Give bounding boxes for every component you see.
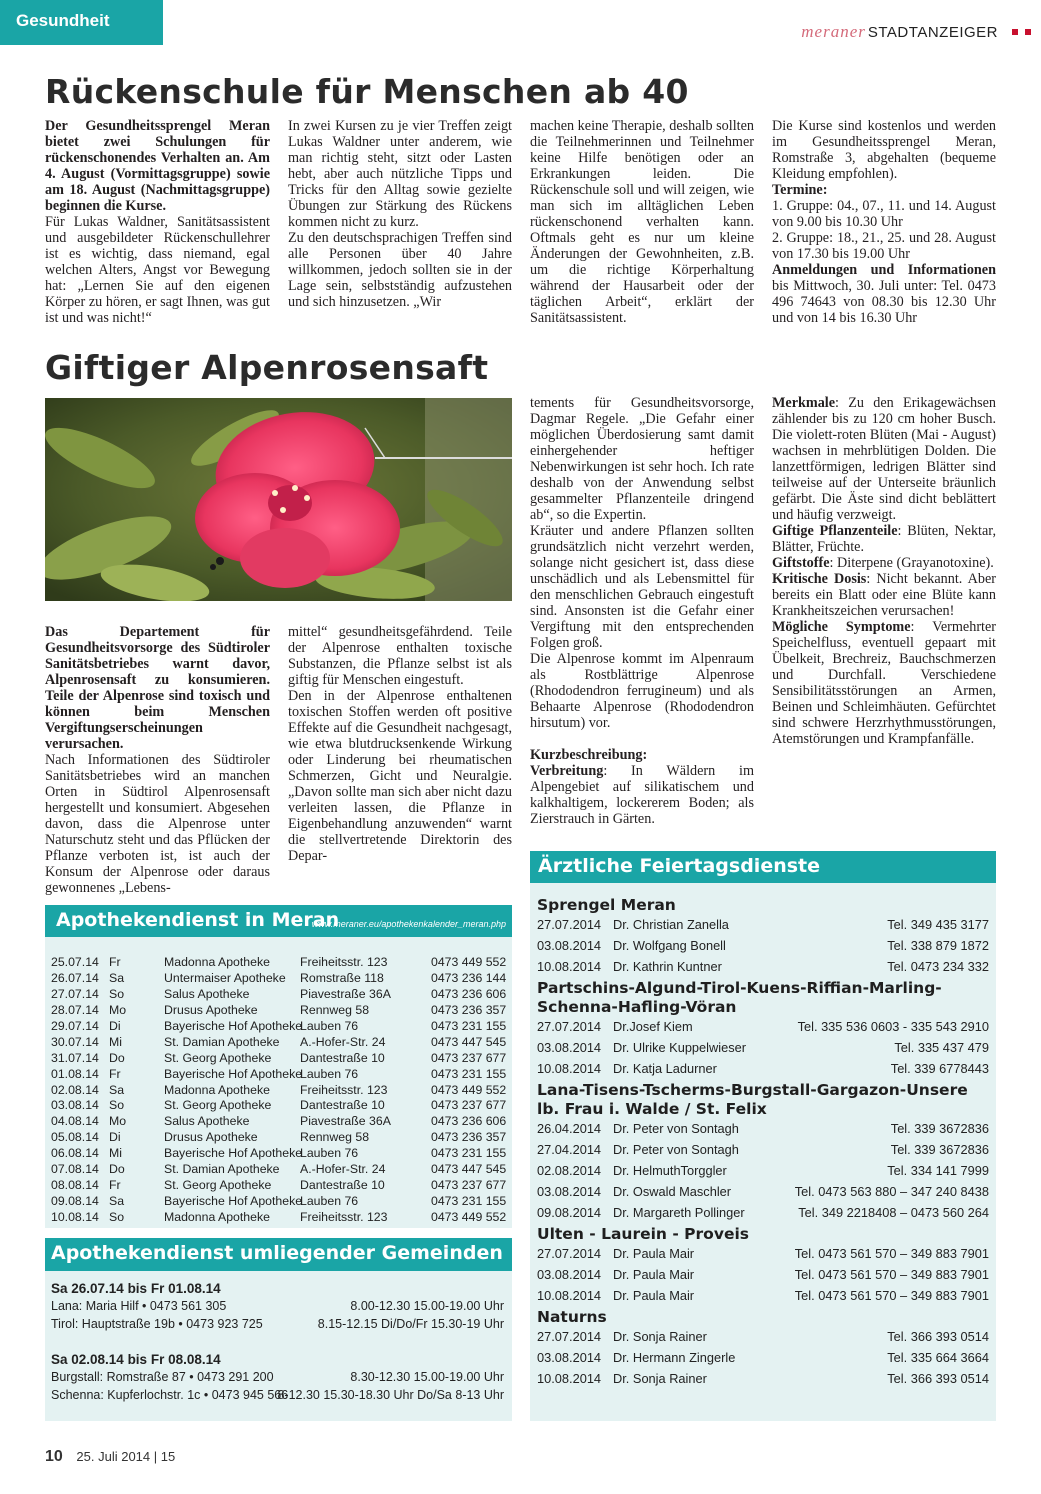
article1-col4 <box>772 118 996 326</box>
aerzte-row <box>537 1244 989 1265</box>
apotheke-phone: 0473 236 357 <box>431 1002 507 1017</box>
aerzte-row <box>537 957 989 978</box>
apotheke-address: A.-Hofer-Str. 24 <box>300 1162 386 1177</box>
apotheke-address: Freiheitsstr. 123 <box>300 1210 388 1224</box>
apotheke-date: 05.08.14 <box>51 1130 99 1145</box>
article2-title: Giftiger Alpenrosensaft <box>45 348 489 387</box>
article1-col2-p2: Zu den deutschsprachigen Treffen sind alle Personen über 40 Jahre willkommen, jedoch sollten sie in der Lage sein, selbstständig aufzustehen und sich hinzusetzen. „Wir <box>288 230 512 310</box>
apotheken-meran-header <box>45 905 512 937</box>
apotheke-day: Sa <box>109 1082 125 1097</box>
aerzte-phone: Tel. 366 393 0514 <box>887 1329 989 1344</box>
umland-row-1-hours: 8.00-12.30 15.00-19.00 Uhr <box>350 1299 504 1313</box>
apotheke-day: Di <box>109 1130 121 1145</box>
dosis-label: Kritische Dosis <box>772 571 867 587</box>
apotheke-day: Do <box>109 1162 125 1177</box>
aerzte-group-title: Ulten - Laurein - Proveis <box>537 1225 749 1243</box>
aerzte-date: 27.07.2014 <box>537 917 602 932</box>
article2-col4 <box>772 395 996 747</box>
aerzte-doctor: Dr. Christian Zanella <box>613 917 729 932</box>
article2-col1-body: Nach Informationen des Südtiroler Sanitätsbetriebes wird an manchen Orten in Südtirol Alpenrosensaft hergestellt und konsumiert. Abgesehen davon, dass die Alpenrose unter Naturschutz steht und das Pflücken der Pflanze verboten ist, ist auch der Konsum der Alpenrose oder daraus gewonnenes „Lebens- <box>45 752 270 896</box>
issue-date: 25. Juli 2014 | 15 <box>76 1449 176 1464</box>
apotheke-phone: 0473 449 552 <box>431 955 507 969</box>
apotheke-name: Bayerische Hof Apotheke <box>164 1146 303 1161</box>
verbreitung-text: : In Wäldern im Alpengebiet auf silikatischem und kalkhaltigem, lockererem Boden; als Zierstrauch in Gärten. <box>530 763 754 827</box>
article2-col3-p3: Die Alpenrose kommt im Alpenraum als Rostblättrige Alpenrose (Rhododendron ferrugineum) und als Behaarte Alpenrose (Rhododendron hirsutum) vor. <box>530 651 754 731</box>
aerzte-date: 10.08.2014 <box>537 1061 602 1076</box>
apotheke-day: Sa <box>109 970 125 985</box>
aerzte-phone: Tel. 349 2218408 – 0473 560 264 <box>798 1205 989 1220</box>
aerzte-row <box>537 1182 989 1203</box>
aerzte-list <box>530 883 996 1390</box>
article1-lead: Der Gesundheitssprengel Meran bietet zwei Schulungen für rückenschonendes Verhalten an. Am 4. August (Vormittagsgruppe) sowie am 18. August (Nachmittagsgruppe) beginnen die Kurse. <box>45 118 270 214</box>
apotheke-phone: 0473 237 677 <box>431 1098 507 1113</box>
aerzte-phone: Tel. 335 536 0603 - 335 543 2910 <box>797 1019 989 1034</box>
aerzte-phone: Tel. 335 664 3664 <box>887 1350 989 1365</box>
aerzte-phone: Tel. 0473 561 570 – 349 883 7901 <box>794 1246 989 1261</box>
anmeldung-label: Anmeldungen und Informationen <box>772 262 996 278</box>
umland-period-2: Sa 02.08.14 bis Fr 08.08.14 <box>51 1352 221 1367</box>
verbreitung-label: Verbreitung <box>530 763 604 779</box>
masthead-logo <box>801 22 1031 42</box>
apotheken-umland-box <box>45 1238 512 1421</box>
apotheke-date: 10.08.14 <box>51 1210 99 1224</box>
apotheken-meran-title: Apothekendienst in Meran <box>56 909 340 931</box>
aerzte-doctor: Dr. Peter von Sontagh <box>613 1121 739 1136</box>
article1-col1 <box>45 118 270 326</box>
aerzte-row <box>537 1265 989 1286</box>
symptome-label: Mögliche Symptome <box>772 619 911 635</box>
article1-col4-intro: Die Kurse sind kostenlos und werden im Gesundheitssprengel Meran, Romstraße 3, abgehalten (bequeme Kleidung empfohlen). <box>772 118 996 182</box>
aerzte-date: 03.08.2014 <box>537 1184 602 1199</box>
apotheke-day: Mi <box>109 1034 122 1049</box>
aerzte-doctor: Dr.Josef Kiem <box>613 1019 693 1034</box>
aerzte-row <box>537 1348 989 1369</box>
aerzte-date: 27.07.2014 <box>537 1246 602 1261</box>
apotheke-date: 31.07.14 <box>51 1050 99 1065</box>
apotheke-day: Mo <box>109 1114 127 1129</box>
aerzte-phone: Tel. 335 437 479 <box>894 1040 989 1055</box>
aerzte-doctor: Dr. Kathrin Kuntner <box>613 959 722 974</box>
article2-col1 <box>45 624 270 896</box>
apotheke-name: Salus Apotheke <box>164 1114 250 1129</box>
apotheke-day: Do <box>109 1050 125 1065</box>
apotheke-address: A.-Hofer-Str. 24 <box>300 1034 386 1049</box>
aerzte-group-title: Naturns <box>537 1308 607 1326</box>
aerzte-phone: Tel. 366 393 0514 <box>887 1371 989 1386</box>
article2-col3-p1: tements für Gesundheitsvorsorge, Dagmar Regele. „Die Gefahr einer möglichen Überdosierung samt damit einhergehender heftiger Nebenwirkungen ist sehr hoch. Ich rate deshalb von der Anwendung selbst gesammelter Pflanzenteile dringend ab“, so die Expertin. <box>530 395 754 523</box>
aerzte-group-title: Partschins-Algund-Tirol-Kuens-Riffian-Marling-Schenna-Hafling-Vöran <box>537 979 942 1016</box>
aerzte-doctor: Dr. Peter von Sontagh <box>613 1142 739 1157</box>
apotheke-address: Freiheitsstr. 123 <box>300 955 388 969</box>
aerzte-date: 10.08.2014 <box>537 1288 602 1303</box>
pflanzenteile-label: Giftige Pflanzenteile <box>772 523 898 539</box>
aerzte-doctor: Dr. Katja Ladurner <box>613 1061 717 1076</box>
article1-col3 <box>530 118 754 326</box>
aerzte-title: Ärztliche Feiertagsdienste <box>530 851 996 883</box>
aerzte-date: 27.07.2014 <box>537 1019 602 1034</box>
masthead-name: STADTANZEIGER <box>867 23 998 41</box>
aerzte-group-title: Sprengel Meran <box>537 896 676 914</box>
aerzte-row <box>537 1327 989 1348</box>
section-label: Gesundheit <box>0 0 163 45</box>
apotheken-umland-title: Apothekendienst umliegender Gemeinden <box>45 1238 512 1271</box>
apotheke-date: 25.07.14 <box>51 955 99 969</box>
aerzte-date: 26.04.2014 <box>537 1121 602 1136</box>
apotheke-address: Romstraße 118 <box>300 970 384 985</box>
apotheken-meran-link[interactable]: www.meraner.eu/apothekenkalender_meran.php <box>311 919 506 929</box>
aerzte-phone: Tel. 349 435 3177 <box>887 917 989 932</box>
aerzte-phone: Tel. 339 3672836 <box>890 1121 989 1136</box>
aerzte-date: 10.08.2014 <box>537 1371 602 1386</box>
aerzte-phone: Tel. 339 3672836 <box>890 1142 989 1157</box>
apotheke-phone: 0473 449 552 <box>431 1082 507 1097</box>
aerzte-date: 03.08.2014 <box>537 1350 602 1365</box>
aerzte-phone: Tel. 334 141 7999 <box>887 1163 989 1178</box>
apotheke-name: St. Damian Apotheke <box>164 1162 280 1177</box>
apotheke-day: So <box>109 1210 125 1224</box>
apotheke-date: 09.08.14 <box>51 1194 99 1209</box>
aerzte-phone: Tel. 0473 561 570 – 349 883 7901 <box>794 1267 989 1282</box>
apotheke-address: Rennweg 58 <box>300 1002 370 1017</box>
apotheke-day: Fr <box>109 955 121 969</box>
aerzte-row <box>537 915 989 936</box>
apotheke-day: So <box>109 1098 125 1113</box>
article2-col2-p2: Den in der Alpenrose enthaltenen toxischen Stoffen werden oft positive Effekte auf die Gesundheit nachgesagt, wie etwa blutdrucksenkende Wirkung oder Linderung bei rheumatischen Schmerzen, Gicht und Neuralgie. „Davon sollte man sich aber nicht dazu verleiten lassen, die Pflanze in Eigenbehandlung anzuwenden“ warnt die stellvertretende Direktorin des Depar- <box>288 688 512 864</box>
umland-row-3-name: Burgstall: Romstraße 87 • 0473 291 200 <box>51 1370 274 1384</box>
apotheke-phone: 0473 236 144 <box>431 970 507 985</box>
aerzte-doctor: Dr. Wolfgang Bonell <box>613 938 726 953</box>
apotheke-phone: 0473 237 677 <box>431 1178 507 1193</box>
apotheke-date: 07.08.14 <box>51 1162 99 1177</box>
aerzte-row <box>537 1203 989 1224</box>
anmeldung-text: bis Mittwoch, 30. Juli unter: Tel. 0473 496 74643 von 08.30 bis 12.30 Uhr und von 14 bis 16.30 Uhr <box>772 278 996 326</box>
apotheke-day: Mo <box>109 1002 127 1017</box>
apotheke-phone: 0473 236 606 <box>431 1114 507 1129</box>
termine-label: Termine: <box>772 182 828 198</box>
aerzte-date: 09.08.2014 <box>537 1205 602 1220</box>
aerzte-row <box>537 936 989 957</box>
aerzte-date: 27.04.2014 <box>537 1142 602 1157</box>
aerzte-doctor: Dr. Sonja Rainer <box>613 1329 707 1344</box>
aerzte-doctor: Dr. Margareth Pollinger <box>613 1205 745 1220</box>
apotheke-name: Madonna Apotheke <box>164 1082 270 1097</box>
page-footer <box>45 1448 175 1466</box>
article1-col2 <box>288 118 512 310</box>
apotheke-name: Drusus Apotheke <box>164 1002 258 1017</box>
article1-col2-p1: In zwei Kursen zu je vier Treffen zeigt Lukas Waldner unter anderem, wie man richtig steht, sitzt oder Lasten hebt, aber auch nützliche Tipps und Tricks für den Alltag sowie gezielte Übungen zur Stärkung des Rückens kommen nicht zu kurz. <box>288 118 512 230</box>
apotheke-day: Mi <box>109 1146 122 1161</box>
apotheke-date: 26.07.14 <box>51 970 99 985</box>
aerzte-row <box>537 1017 989 1038</box>
aerzte-box <box>530 851 996 1421</box>
umland-period-1: Sa 26.07.14 bis Fr 01.08.14 <box>51 1281 221 1296</box>
aerzte-phone: Tel. 338 879 1872 <box>887 938 989 953</box>
pflanzenteile-text: : Blüten, Nektar, Blätter, Früchte. <box>772 523 996 555</box>
apotheke-phone: 0473 231 155 <box>431 1018 507 1033</box>
apotheke-address: Dantestraße 10 <box>300 1178 385 1193</box>
apotheke-date: 27.07.14 <box>51 986 99 1001</box>
article2-lead: Das Departement für Gesundheitsvorsorge des Südtiroler Sanitätsbetriebes warnt davor, Alpenrosensaft zu konsumieren. Teile der Alpenrose sind toxisch und können beim Menschen Vergiftungserscheinungen verursachen. <box>45 624 270 752</box>
aerzte-date: 03.08.2014 <box>537 1040 602 1055</box>
umland-row-1-name: Lana: Maria Hilf • 0473 561 305 <box>51 1299 227 1313</box>
aerzte-row <box>537 1286 989 1307</box>
apotheke-date: 01.08.14 <box>51 1066 99 1081</box>
apotheke-address: Dantestraße 10 <box>300 1050 385 1065</box>
kurzbeschreibung-label: Kurzbeschreibung: <box>530 747 648 763</box>
apotheke-phone: 0473 449 552 <box>431 1210 507 1224</box>
aerzte-doctor: Dr. Paula Mair <box>613 1246 695 1261</box>
article2-col3 <box>530 395 754 827</box>
giftstoffe-text: : Diterpene (Grayanotoxine). <box>829 555 994 571</box>
dosis-text: : Nicht bekannt. Aber bereits ein Blatt oder eine Blüte kann Krankheitszeichen verursachen! <box>772 571 996 619</box>
giftstoffe-label: Giftstoffe <box>772 555 830 571</box>
apotheke-address: Piavestraße 36A <box>300 986 391 1001</box>
apotheke-name: St. Georg Apotheke <box>164 1098 272 1113</box>
apotheke-date: 03.08.14 <box>51 1098 99 1113</box>
apotheke-name: Madonna Apotheke <box>164 1210 270 1224</box>
article1-col3-text: machen keine Therapie, deshalb sollten die Teilnehmerinnen und Teilnehmer keine Hilfe benötigen oder an Erkrankungen leiden. Die Rückenschule soll und will zeigen, wie man sich im alltäglichen Leben rückenschonend verhalten kann. Oftmals geht es nur um kleine Änderungen der Gewohnheiten, z.B. um die richtige Körperhaltung während der Hausarbeit oder der täglichen Arbeit“, erklärt der Sanitätsassistent. <box>530 118 754 326</box>
apotheke-date: 04.08.14 <box>51 1114 99 1129</box>
apotheke-address: Dantestraße 10 <box>300 1098 385 1113</box>
termine-group2: 2. Gruppe: 18., 21., 25. und 28. August von 17.30 bis 19.00 Uhr <box>772 230 996 262</box>
apotheke-date: 28.07.14 <box>51 1002 99 1017</box>
aerzte-doctor: Dr. Paula Mair <box>613 1288 695 1303</box>
article1-body: Für Lukas Waldner, Sanitätsassistent und ausgebildeter Rückenschullehrer ist es wichtig, dass niemand, egal welchen Alters, Angst vor Bewegung hat: „Lernen Sie auf den eigenen Körper zu hören, er sagt Ihnen, was gut ist und was nicht!“ <box>45 214 270 326</box>
masthead-brand: meraner <box>801 22 866 41</box>
apotheke-address: Lauben 76 <box>300 1018 359 1033</box>
aerzte-doctor: Dr. Ulrike Kuppelwieser <box>613 1040 746 1055</box>
apotheke-phone: 0473 231 155 <box>431 1146 507 1161</box>
termine-group1: 1. Gruppe: 04., 07., 11. und 14. August von 9.00 bis 10.30 Uhr <box>772 198 996 230</box>
apotheke-phone: 0473 237 677 <box>431 1050 507 1065</box>
aerzte-phone: Tel. 0473 561 570 – 349 883 7901 <box>794 1288 989 1303</box>
apotheke-date: 06.08.14 <box>51 1146 99 1161</box>
apotheke-address: Rennweg 58 <box>300 1130 370 1145</box>
apotheke-day: Di <box>109 1018 121 1033</box>
aerzte-doctor: Dr. Sonja Rainer <box>613 1371 707 1386</box>
apotheke-name: St. Georg Apotheke <box>164 1050 272 1065</box>
apotheke-date: 08.08.14 <box>51 1178 99 1193</box>
apotheke-address: Freiheitsstr. 123 <box>300 1082 388 1097</box>
masthead-squares <box>1012 29 1031 35</box>
apotheke-name: Untermaiser Apotheke <box>164 970 286 985</box>
apotheke-phone: 0473 236 606 <box>431 986 507 1001</box>
umland-row-4-hours: 8-12.30 15.30-18.30 Uhr Do/Sa 8-13 Uhr <box>277 1388 504 1402</box>
apotheke-day: Fr <box>109 1066 121 1081</box>
aerzte-row <box>537 1161 989 1182</box>
apotheke-date: 30.07.14 <box>51 1034 99 1049</box>
apotheke-address: Lauben 76 <box>300 1066 359 1081</box>
aerzte-doctor: Dr. HelmuthTorggler <box>613 1163 727 1178</box>
apotheke-name: Drusus Apotheke <box>164 1130 258 1145</box>
apotheke-address: Piavestraße 36A <box>300 1114 391 1129</box>
apotheke-name: St. Georg Apotheke <box>164 1178 272 1193</box>
aerzte-date: 10.08.2014 <box>537 959 602 974</box>
aerzte-date: 02.08.2014 <box>537 1163 602 1178</box>
apotheke-name: Bayerische Hof Apotheke <box>164 1018 303 1033</box>
apotheke-address: Lauben 76 <box>300 1146 359 1161</box>
aerzte-phone: Tel. 0473 563 880 – 347 240 8438 <box>794 1184 989 1199</box>
merkmale-label: Merkmale <box>772 395 836 411</box>
apotheke-date: 02.08.14 <box>51 1082 99 1097</box>
aerzte-group-title: Lana-Tisens-Tscherms-Burgstall-Gargazon-Unsere lb. Frau i. Walde / St. Felix <box>537 1081 968 1118</box>
apotheke-phone: 0473 231 155 <box>431 1066 507 1081</box>
apotheke-day: So <box>109 986 125 1001</box>
aerzte-date: 03.08.2014 <box>537 938 602 953</box>
apotheke-phone: 0473 236 357 <box>431 1130 507 1145</box>
aerzte-row <box>537 1119 989 1140</box>
apotheke-name: Bayerische Hof Apotheke <box>164 1066 303 1081</box>
apotheke-name: St. Damian Apotheke <box>164 1034 280 1049</box>
apotheke-name: Madonna Apotheke <box>164 955 270 969</box>
apotheke-phone: 0473 447 545 <box>431 1034 507 1049</box>
aerzte-phone: Tel. 339 6778443 <box>890 1061 989 1076</box>
aerzte-row <box>537 1038 989 1059</box>
aerzte-row <box>537 1059 989 1080</box>
umland-row-4-name: Schenna: Kupferlochstr. 1c • 0473 945 566 <box>51 1388 289 1402</box>
umland-row-3-hours: 8.30-12.30 15.00-19.00 Uhr <box>350 1370 504 1384</box>
apotheke-phone: 0473 231 155 <box>431 1194 507 1209</box>
umland-row-2-name: Tirol: Hauptstraße 19b • 0473 923 725 <box>51 1317 263 1331</box>
apotheke-day: Sa <box>109 1194 125 1209</box>
aerzte-date: 27.07.2014 <box>537 1329 602 1344</box>
apotheke-date: 29.07.14 <box>51 1018 99 1033</box>
merkmale-text: : Zu den Erikagewächsen zählender bis zu 120 cm hoher Busch. Die violett-roten Blüten (Mai - August) wachsen in mehrblütigen Dolden. Die lanzettförmigen, ledrigen Blätter sind teilweise auf der Unterseite bräunlich gefärbt. Die Äste sind dicht beblättert und häufig verzweigt. <box>772 395 996 523</box>
aerzte-phone: Tel. 0473 234 332 <box>887 959 989 974</box>
aerzte-doctor: Dr. Paula Mair <box>613 1267 695 1282</box>
apotheke-name: Bayerische Hof Apotheke <box>164 1194 303 1209</box>
aerzte-date: 03.08.2014 <box>537 1267 602 1282</box>
article2-col2 <box>288 624 512 864</box>
alpenrose-photo <box>45 398 512 601</box>
aerzte-doctor: Dr. Hermann Zingerle <box>613 1350 736 1365</box>
article2-col3-p2: Kräuter und andere Pflanzen sollten grundsätzlich nicht verzehrt werden, solange nicht gesichert ist, dass diese unschädlich und als Lebensmittel für den menschlichen Gebrauch eingestuft sind. Ansonsten ist die Gefahr einer Vergiftung mit den entsprechenden Folgen groß. <box>530 523 754 651</box>
aerzte-row <box>537 1140 989 1161</box>
apotheke-phone: 0473 447 545 <box>431 1162 507 1177</box>
apotheke-name: Salus Apotheke <box>164 986 250 1001</box>
aerzte-doctor: Dr. Oswald Maschler <box>613 1184 732 1199</box>
article1-title: Rückenschule für Menschen ab 40 <box>45 72 689 111</box>
umland-row-2-hours: 8.15-12.15 Di/Do/Fr 15.30-19 Uhr <box>317 1317 504 1331</box>
article2-col2-p1: mittel“ gesundheitsgefährdend. Teile der Alpenrose enthalten toxische Substanzen, die Pflanze selbst ist als giftig für Menschen eingestuft. <box>288 624 512 688</box>
aerzte-row <box>537 1369 989 1390</box>
page-number: 10 <box>45 1448 63 1465</box>
apotheke-address: Lauben 76 <box>300 1194 359 1209</box>
symptome-text: : Vermehrter Speichelfluss, eventuell gepaart mit Übelkeit, Brechreiz, Bauchschmerzen und Durchfall. Verschiedene Sensibilitätsstörungen an Armen, Beinen und Schleimhäuten. Gefürchtet sind schwere Herzrhythmusstörungen, Atemstörungen und Krampfanfälle. <box>772 619 997 747</box>
apotheke-day: Fr <box>109 1178 121 1193</box>
